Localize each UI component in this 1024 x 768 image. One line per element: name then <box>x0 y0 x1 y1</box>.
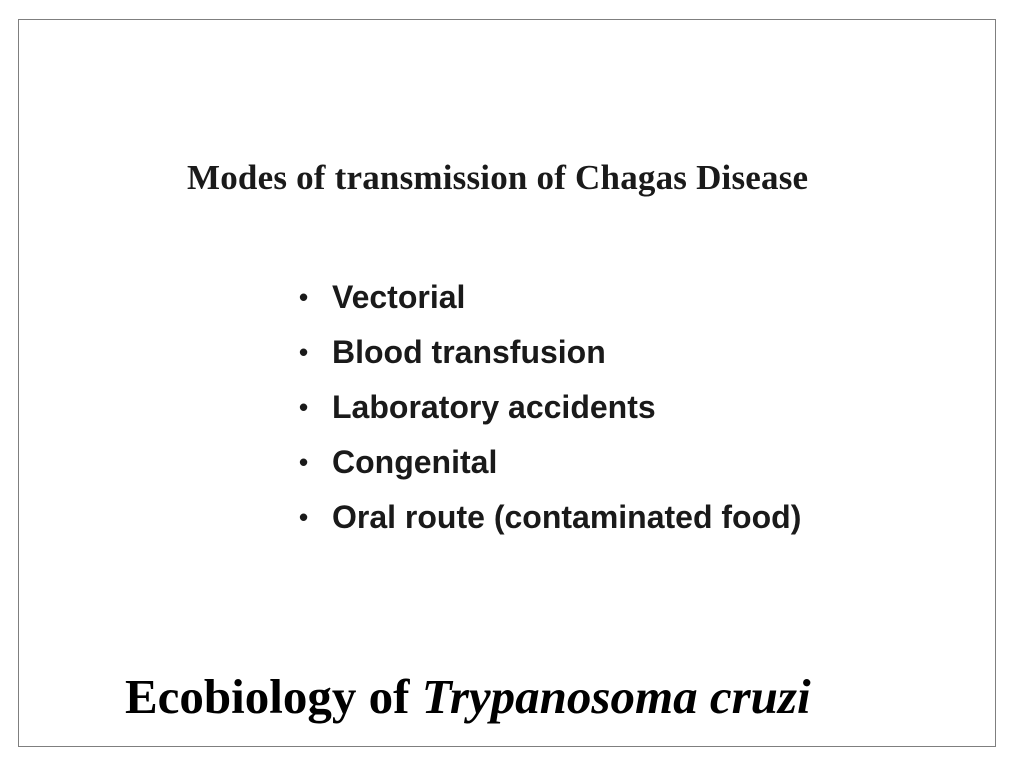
main-title-plain: Ecobiology of <box>125 669 422 724</box>
bullet-icon: • <box>299 447 309 477</box>
list-item-text: Congenital <box>332 444 498 480</box>
list-item <box>299 495 801 550</box>
list-item-text: Vectorial <box>332 279 466 315</box>
bullet-icon: • <box>299 282 309 312</box>
bullet-icon: • <box>299 337 309 367</box>
list-item-text: Oral route (contaminated food) <box>332 499 802 535</box>
slide-main-title <box>125 668 811 725</box>
list-item <box>299 385 801 440</box>
bullet-icon: • <box>299 502 309 532</box>
list-item-text: Blood transfusion <box>332 334 606 370</box>
list-item <box>299 275 801 330</box>
slide-inner-title: Modes of transmission of Chagas Disease <box>187 158 809 197</box>
list-item <box>299 440 801 495</box>
list-item-text: Laboratory accidents <box>332 389 656 425</box>
bullet-icon: • <box>299 392 309 422</box>
transmission-modes-list <box>299 275 801 550</box>
slide-frame <box>18 19 996 747</box>
main-title-italic: Trypanosoma cruzi <box>421 669 811 724</box>
list-item <box>299 330 801 385</box>
